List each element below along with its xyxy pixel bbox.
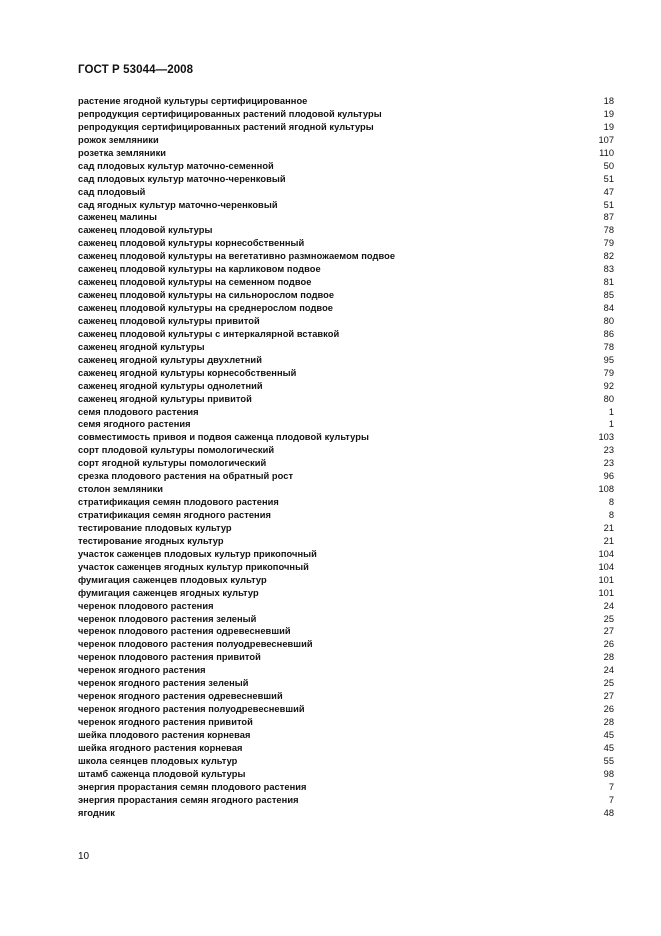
index-entry xyxy=(78,742,614,755)
index-page-ref: 86 xyxy=(603,328,614,339)
index-entry xyxy=(78,328,614,341)
index-page-ref: 21 xyxy=(603,522,614,533)
document-header: ГОСТ Р 53044—2008 xyxy=(78,64,194,76)
index-entry xyxy=(78,302,614,315)
index-term: семя ягодного растения xyxy=(78,419,191,430)
index-page-ref: 79 xyxy=(603,367,614,378)
index-entry xyxy=(78,250,614,263)
index-term: сад плодовых культур маточно-черенковый xyxy=(78,173,286,184)
index-page-ref: 84 xyxy=(603,303,614,313)
index-term: сорт ягодной культуры помологический xyxy=(78,458,267,469)
index-term: саженец ягодной культуры xyxy=(78,341,205,352)
index-page-ref: 81 xyxy=(603,277,614,288)
index-term: срезка плодового растения на обратный рост xyxy=(78,471,294,482)
index-entry xyxy=(78,147,614,160)
index-term: саженец плодовой культуры на сильнорослом подвое xyxy=(78,290,335,301)
index-term: фумигация саженцев плодовых культур xyxy=(78,574,267,585)
index-term: саженец ягодной культуры привитой xyxy=(78,393,252,404)
index-page-ref: 45 xyxy=(603,742,614,753)
index-term: саженец плодовой культуры на семенном подвое xyxy=(78,277,312,288)
index-term: саженец малины xyxy=(78,212,157,223)
index-entry xyxy=(78,367,614,380)
index-entry xyxy=(78,651,614,664)
index-entry xyxy=(78,186,614,199)
index-entry xyxy=(78,95,614,108)
index-entry xyxy=(78,600,614,613)
index-page-ref: 19 xyxy=(603,121,614,132)
index-entry xyxy=(78,587,614,600)
index-entry xyxy=(78,224,614,237)
index-entry xyxy=(78,263,614,276)
index-entry xyxy=(78,483,614,496)
index-page-ref: 28 xyxy=(603,652,614,663)
index-page-ref: 101 xyxy=(598,587,614,598)
index-term: участок саженцев ягодных культур прикопочный xyxy=(78,561,309,572)
index-entry xyxy=(78,509,614,522)
index-entry xyxy=(78,211,614,224)
index-entry xyxy=(78,173,614,186)
index-term: штамб саженца плодовой культуры xyxy=(78,768,246,779)
index-page-ref: 8 xyxy=(608,510,614,520)
index-entry xyxy=(78,237,614,250)
index-entry xyxy=(78,160,614,173)
index-entry xyxy=(78,289,614,302)
index-term: участок саженцев плодовых культур прикопочный xyxy=(78,548,317,559)
index-term: черенок ягодного растения привитой xyxy=(78,717,253,727)
index-term: саженец плодовой культуры с интеркалярной вставкой xyxy=(78,328,340,339)
index-page-ref: 51 xyxy=(603,199,614,210)
index-term: черенок плодового растения зеленый xyxy=(78,613,257,624)
index-term: саженец плодовой культуры на вегетативно размножаемом подвое xyxy=(78,251,396,262)
index-page-ref: 8 xyxy=(608,497,614,508)
index-entry xyxy=(78,703,614,716)
index-page-ref: 1 xyxy=(608,406,614,417)
index-term: шейка ягодного растения корневая xyxy=(78,742,243,753)
index-page-ref: 50 xyxy=(603,160,614,171)
index-term: репродукция сертифицированных растений ягодной культуры xyxy=(78,121,374,132)
index-page-ref: 45 xyxy=(603,729,614,740)
index-page-ref: 79 xyxy=(603,238,614,249)
index-term: сад плодовый xyxy=(78,186,146,197)
index-entry xyxy=(78,755,614,768)
index-term: школа сеянцев плодовых культур xyxy=(78,755,238,766)
index-entry xyxy=(78,561,614,574)
index-entry xyxy=(78,276,614,289)
index-page-ref: 24 xyxy=(603,665,614,676)
index-term: черенок ягодного растения полуодревесневший xyxy=(78,704,305,715)
index-entry xyxy=(78,457,614,470)
index-entry xyxy=(78,431,614,444)
index-entry xyxy=(78,108,614,121)
index-page-ref: 27 xyxy=(603,626,614,637)
index-page-ref: 87 xyxy=(603,212,614,223)
index-page-ref: 110 xyxy=(599,147,614,158)
index-page-ref: 85 xyxy=(603,290,614,301)
index-term: саженец ягодной культуры двухлетний xyxy=(78,354,262,365)
index-term: стратификация семян плодового растения xyxy=(78,497,279,508)
index-entry xyxy=(78,470,614,483)
index-entry xyxy=(78,625,614,638)
index-page-ref: 80 xyxy=(603,393,614,404)
index-page-ref: 7 xyxy=(608,794,614,805)
index-entry xyxy=(78,121,614,134)
index-term: черенок плодового растения одревесневший xyxy=(78,626,291,637)
index-entry xyxy=(78,768,614,781)
index-entry xyxy=(78,522,614,535)
index-entry xyxy=(78,354,614,367)
index-term: рожок земляники xyxy=(78,134,159,145)
index-page-ref: 1 xyxy=(608,419,614,430)
index-page-ref: 96 xyxy=(603,471,614,482)
index-term: саженец плодовой культуры корнесобственный xyxy=(78,238,305,249)
page-number: 10 xyxy=(78,851,90,862)
index-term: саженец ягодной культуры корнесобственный xyxy=(78,367,297,378)
index-page-ref: 47 xyxy=(603,186,614,197)
index-entry xyxy=(78,613,614,626)
index-page-ref: 25 xyxy=(603,613,614,624)
index-term: сад ягодных культур маточно-черенковый xyxy=(78,199,278,210)
index-page-ref: 83 xyxy=(603,264,614,275)
index-page-ref: 107 xyxy=(598,134,614,145)
index-entry xyxy=(78,134,614,147)
index-page-ref: 78 xyxy=(603,341,614,352)
index-entry xyxy=(78,638,614,651)
index-page-ref: 23 xyxy=(603,458,614,469)
index-term: шейка плодового растения корневая xyxy=(78,729,251,740)
index-entry xyxy=(78,729,614,742)
index-term: столон земляники xyxy=(78,484,163,495)
index-entry xyxy=(78,406,614,419)
index-entry xyxy=(78,380,614,393)
index-entry xyxy=(78,496,614,509)
index-term: тестирование плодовых культур xyxy=(78,522,232,533)
index-page-ref: 104 xyxy=(598,561,614,572)
index-entry xyxy=(78,716,614,729)
index-term: энергия прорастания семян ягодного растения xyxy=(78,794,299,805)
term-index-list xyxy=(78,95,614,820)
index-term: черенок ягодного растения одревесневший xyxy=(78,691,283,702)
index-term: саженец плодовой культуры xyxy=(78,225,213,236)
index-term: саженец плодовой культуры на среднерослом подвое xyxy=(78,303,334,313)
index-page-ref: 103 xyxy=(598,432,614,443)
index-term: черенок плодового растения xyxy=(78,600,214,611)
index-entry xyxy=(78,444,614,457)
index-entry xyxy=(78,690,614,703)
index-entry xyxy=(78,341,614,354)
index-entry xyxy=(78,574,614,587)
index-term: саженец плодовой культуры привитой xyxy=(78,315,260,326)
index-term: энергия прорастания семян плодового растения xyxy=(78,781,307,792)
index-page-ref: 26 xyxy=(603,639,614,650)
index-term: растение ягодной культуры сертифицированное xyxy=(78,96,308,106)
index-page-ref: 7 xyxy=(608,781,614,792)
index-page-ref: 19 xyxy=(603,108,614,119)
index-term: сад плодовых культур маточно-семенной xyxy=(78,160,274,171)
index-page-ref: 98 xyxy=(603,768,614,779)
index-entry xyxy=(78,807,614,820)
index-page-ref: 25 xyxy=(603,678,614,689)
index-term: совместимость привоя и подвоя саженца плодовой культуры xyxy=(78,432,369,443)
index-term: черенок плодового растения привитой xyxy=(78,652,261,663)
index-term: розетка земляники xyxy=(78,147,167,158)
index-entry xyxy=(78,664,614,677)
index-entry xyxy=(78,677,614,690)
index-page-ref: 78 xyxy=(603,225,614,236)
index-term: ягодник xyxy=(78,807,115,818)
index-term: черенок ягодного растения зеленый xyxy=(78,678,249,689)
index-term: черенок ягодного растения xyxy=(78,665,206,676)
index-entry xyxy=(78,535,614,548)
index-term: стратификация семян ягодного растения xyxy=(78,510,271,520)
index-entry xyxy=(78,794,614,807)
index-page-ref: 104 xyxy=(598,548,614,559)
index-page-ref: 24 xyxy=(603,600,614,611)
index-entry xyxy=(78,315,614,328)
index-page-ref: 21 xyxy=(603,535,614,546)
index-entry xyxy=(78,393,614,406)
index-term: репродукция сертифицированных растений плодовой культуры xyxy=(78,108,382,119)
index-page-ref: 92 xyxy=(603,380,614,391)
index-page-ref: 27 xyxy=(603,691,614,702)
index-page-ref: 23 xyxy=(603,445,614,456)
index-term: саженец плодовой культуры на карликовом подвое xyxy=(78,264,321,275)
index-term: фумигация саженцев ягодных культур xyxy=(78,587,259,598)
index-entry xyxy=(78,199,614,212)
index-page-ref: 82 xyxy=(603,251,614,262)
index-term: семя плодового растения xyxy=(78,406,199,417)
index-entry xyxy=(78,781,614,794)
index-page-ref: 28 xyxy=(603,717,614,727)
index-entry xyxy=(78,418,614,431)
index-page-ref: 95 xyxy=(603,354,614,365)
index-page-ref: 101 xyxy=(598,574,614,585)
index-page-ref: 55 xyxy=(603,755,614,766)
index-page-ref: 48 xyxy=(603,807,614,818)
index-page-ref: 26 xyxy=(603,704,614,715)
index-term: тестирование ягодных культур xyxy=(78,535,224,546)
index-term: сорт плодовой культуры помологический xyxy=(78,445,275,456)
index-page-ref: 108 xyxy=(598,484,614,495)
index-term: черенок плодового растения полуодревесневший xyxy=(78,639,313,650)
index-entry xyxy=(78,548,614,561)
index-page-ref: 51 xyxy=(603,173,614,184)
index-page-ref: 18 xyxy=(603,96,614,106)
index-page-ref: 80 xyxy=(603,315,614,326)
index-term: саженец ягодной культуры однолетний xyxy=(78,380,263,391)
